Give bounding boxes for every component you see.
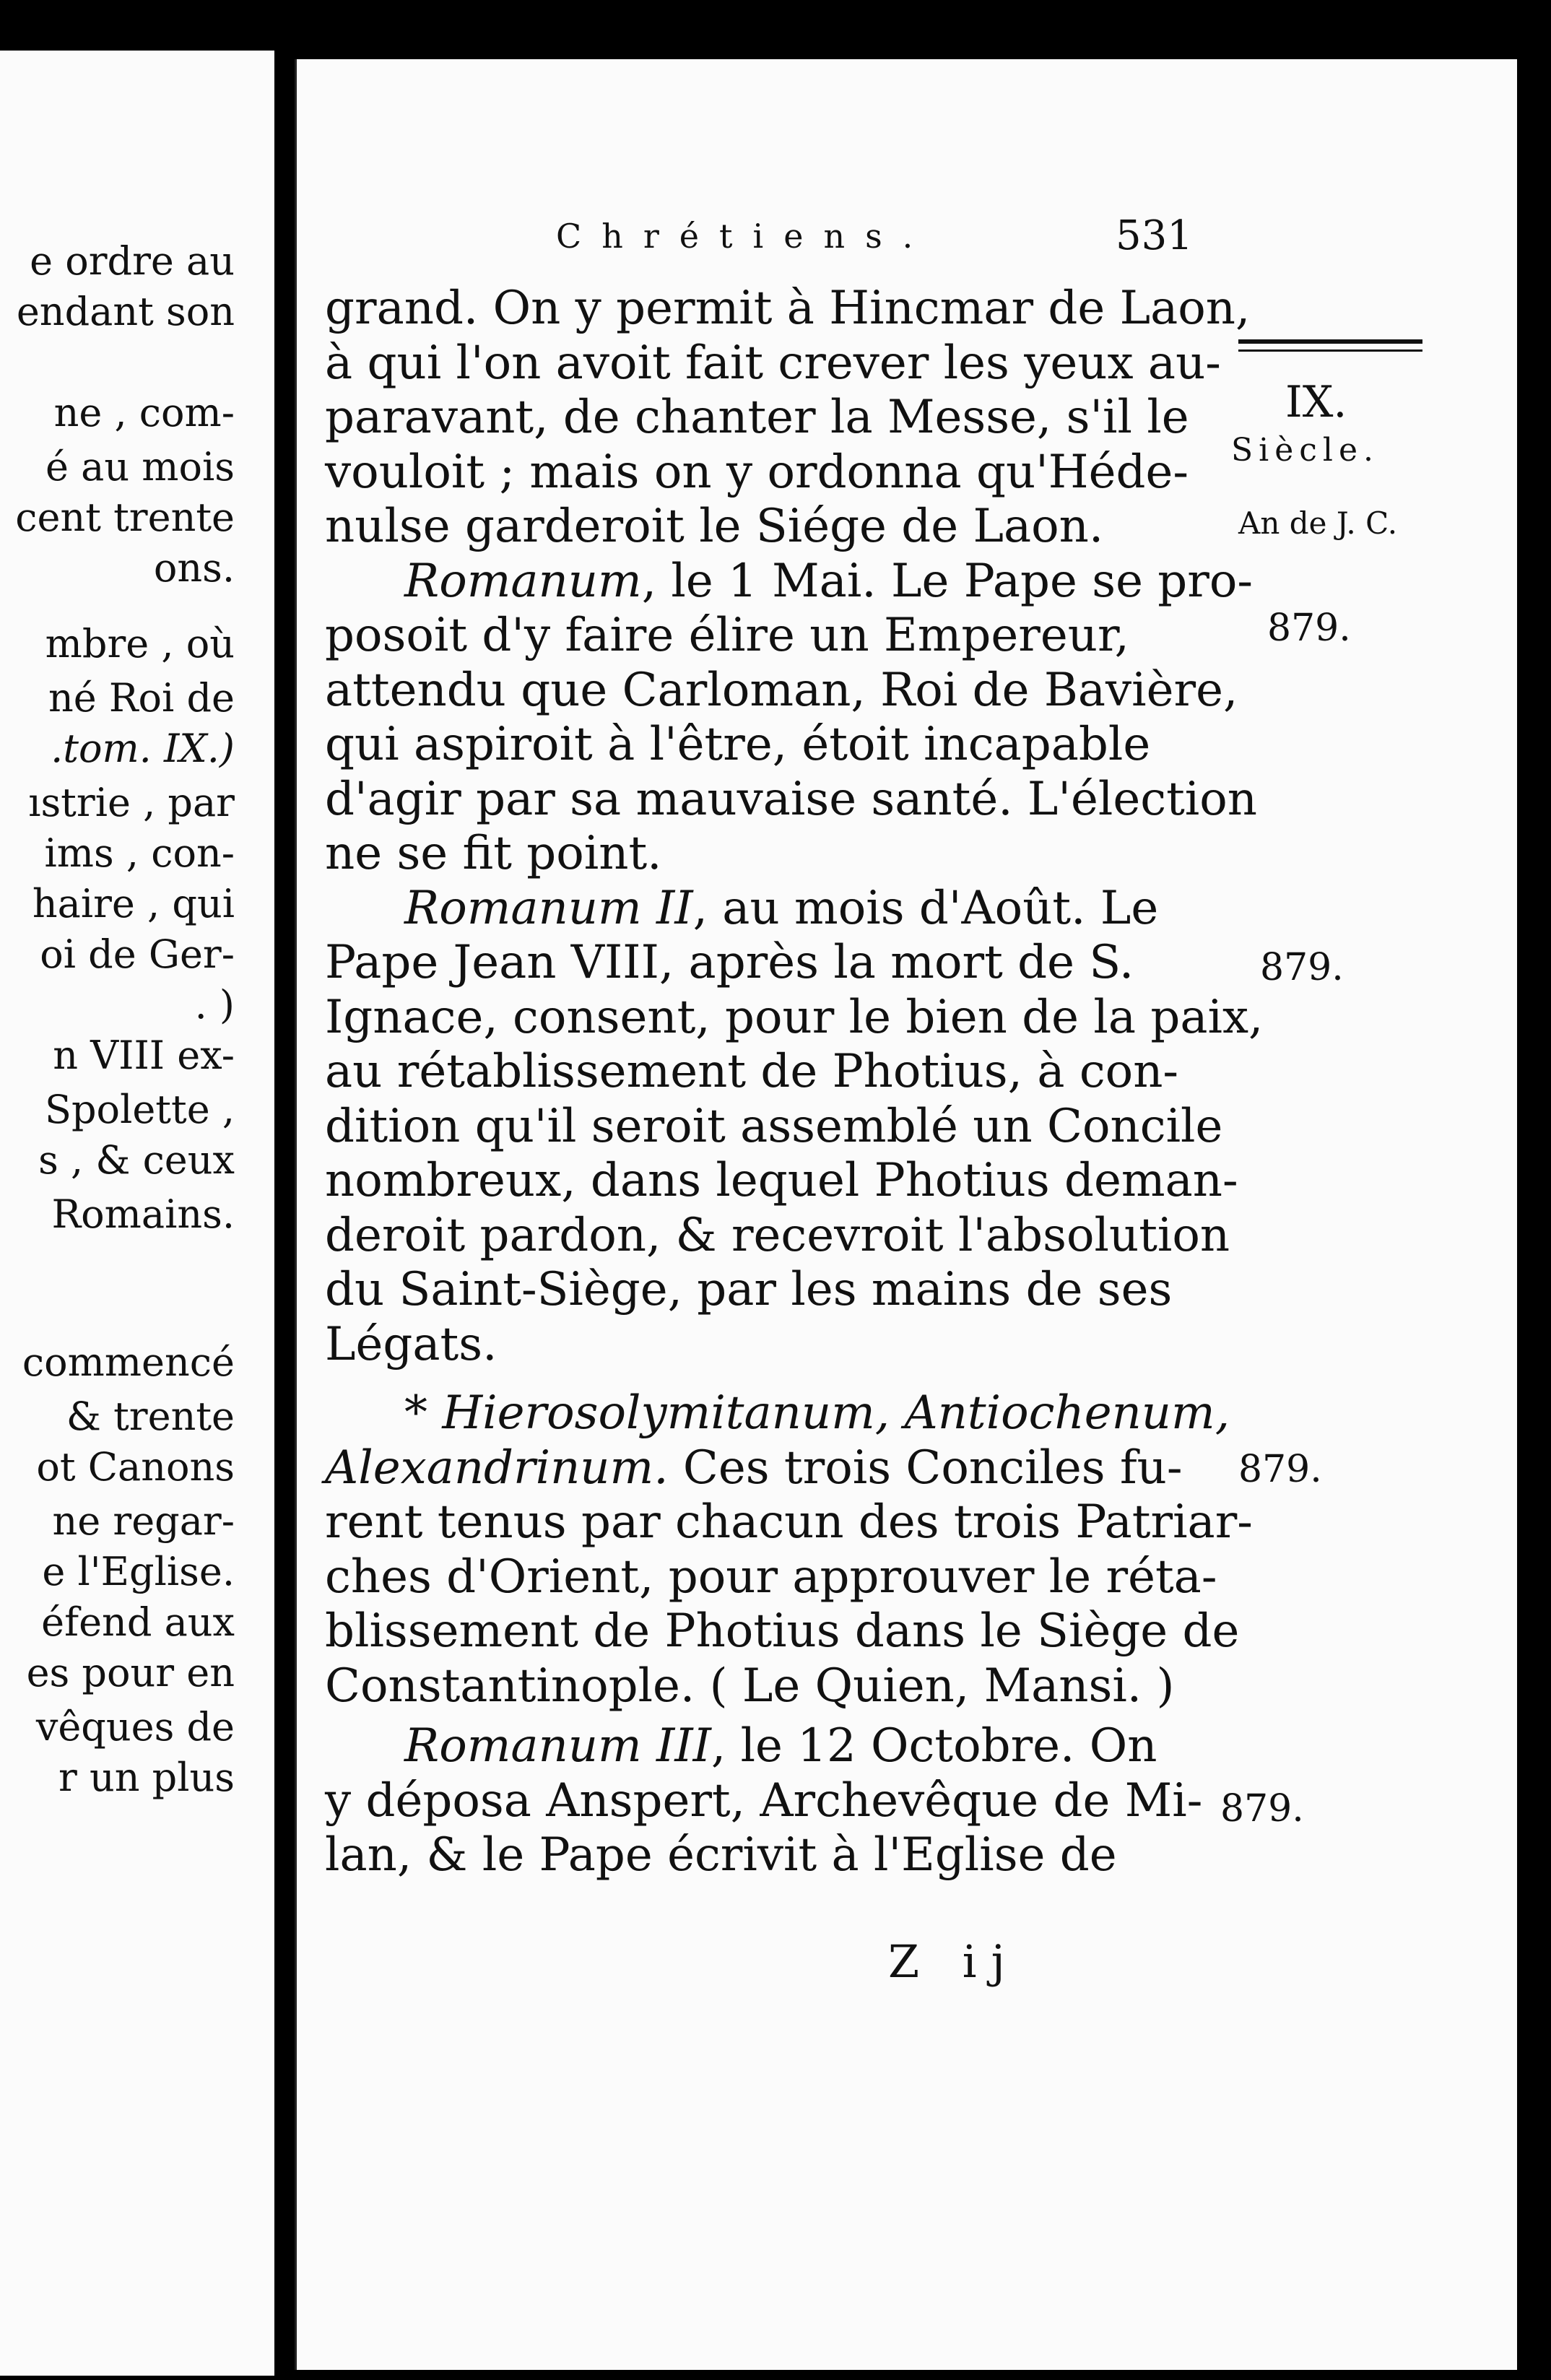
margin-rule [1238, 339, 1422, 344]
text-line: Romanum II, au mois d'Août. Le [404, 881, 1159, 935]
left-page-line: e ordre au [30, 238, 235, 284]
text-line: qui aspiroit à l'être, étoit incapable [325, 718, 1151, 771]
text-line: ne se fit point. [325, 827, 662, 880]
text-line: Constantinople. ( Le Quien, Mansi. ) [325, 1659, 1175, 1713]
text-line: blissement de Photius dans le Siège de [325, 1604, 1240, 1658]
left-page-line: endant son [16, 289, 235, 334]
text-line: Romanum III, le 12 Octobre. On [404, 1719, 1157, 1773]
left-page-line: mbre , où [45, 621, 235, 666]
left-page-line: haire , qui [32, 881, 235, 926]
left-page-line: vêques de [35, 1704, 235, 1750]
left-page-line: & trente [66, 1394, 235, 1439]
running-head: Chrétiens. [556, 217, 934, 256]
left-page-line: ıstrie , par [28, 780, 235, 825]
left-page-line: .tom. IX.) [51, 726, 235, 771]
margin-year: 879. [1267, 607, 1351, 650]
left-page-line: ot Canons [36, 1444, 235, 1490]
text-line: posoit d'y faire élire un Empereur, [325, 609, 1129, 662]
left-page-line: é au mois [45, 444, 235, 490]
text-line: y déposa Anspert, Archevêque de Mi- [325, 1773, 1203, 1828]
left-page-line: ons. [153, 545, 235, 591]
text-line: au rétablissement de Photius, à con- [325, 1045, 1179, 1098]
left-page-line: éfend aux [41, 1599, 235, 1645]
margin-year: 879. [1260, 946, 1344, 989]
text-line: ches d'Orient, pour approuver le réta- [325, 1550, 1217, 1604]
margin-year: 879. [1220, 1787, 1304, 1830]
text-line: à qui l'on avoit fait crever les yeux au- [325, 336, 1221, 390]
century-numeral: IX. [1285, 377, 1347, 427]
text-line: Légats. [325, 1317, 498, 1371]
text-line: lan, & le Pape écrivit à l'Eglise de [325, 1828, 1117, 1882]
margin-rule-thin [1238, 349, 1422, 352]
text-line: nombreux, dans lequel Photius deman- [325, 1154, 1238, 1207]
left-page-line: e l'Eglise. [42, 1549, 235, 1594]
left-page-line: . ) [194, 982, 235, 1028]
margin-year: 879. [1238, 1448, 1322, 1491]
text-line: * Hierosolymitanum, Antiochenum, [404, 1386, 1230, 1440]
left-page-line: s , & ceux [38, 1137, 235, 1183]
text-line: d'agir par sa mauvaise santé. L'élection [325, 772, 1257, 826]
left-page-line: commencé [22, 1339, 235, 1385]
left-page-line: r un plus [58, 1755, 235, 1800]
signature-mark: Z ij [888, 1935, 1020, 1988]
text-line: Alexandrinum. Ces trois Conciles fu- [325, 1441, 1183, 1495]
left-page-line: cent trente [15, 495, 235, 540]
left-page-line: es pour en [26, 1650, 235, 1695]
left-page-line: oi de Ger- [40, 931, 235, 977]
text-line: nulse garderoit le Siége de Laon. [325, 500, 1104, 553]
text-line: paravant, de chanter la Messe, s'il le [325, 391, 1189, 444]
text-line: du Saint-Siège, par les mains de ses [325, 1263, 1173, 1316]
century-label: Siècle. [1231, 432, 1379, 469]
text-line: Ignace, consent, pour le bien de la paix, [325, 990, 1264, 1044]
text-line: Pape Jean VIII, après la mort de S. [325, 936, 1134, 989]
left-page-line: n VIII ex- [53, 1033, 235, 1078]
text-line: grand. On y permit à Hincmar de Laon, [325, 282, 1251, 335]
text-line: attendu que Carloman, Roi de Bavière, [325, 663, 1238, 717]
era-label: An de J. C. [1238, 505, 1398, 541]
text-line: rent tenus par chacun des trois Patriar- [325, 1495, 1253, 1549]
left-page-line: ne , com- [53, 390, 235, 435]
text-line: dition qu'il seroit assemblé un Concile [325, 1099, 1223, 1153]
left-page-line: né Roi de [48, 675, 235, 721]
text-line: deroit pardon, & recevroit l'absolution [325, 1208, 1230, 1262]
left-page-line: Romains. [51, 1191, 235, 1237]
left-page-line: Spolette , [45, 1087, 235, 1132]
text-line: Romanum, le 1 Mai. Le Pape se pro- [404, 554, 1253, 608]
text-line: vouloit ; mais on y ordonna qu'Héde- [325, 445, 1189, 499]
left-page-fragment [0, 51, 274, 2376]
page-number: 531 [1116, 212, 1193, 259]
left-page-line: ims , con- [44, 830, 235, 876]
left-page-line: ne regar- [52, 1498, 235, 1544]
